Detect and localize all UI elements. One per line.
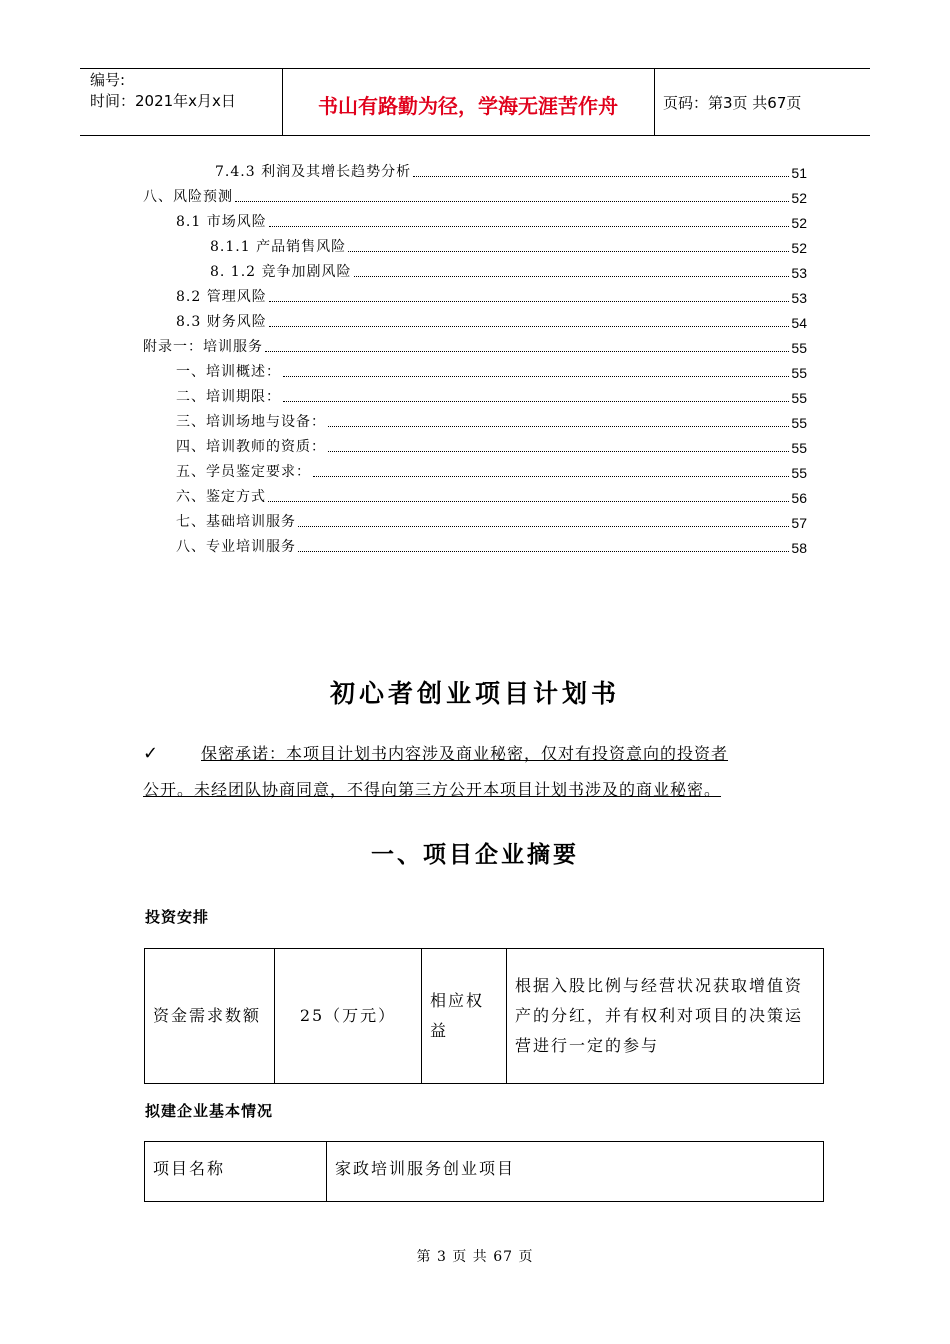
toc-entry[interactable] — [210, 234, 807, 256]
toc-leader — [269, 301, 790, 302]
header-divider — [654, 68, 655, 135]
toc-page-number: 55 — [791, 340, 807, 356]
toc-page-number: 52 — [791, 190, 807, 206]
toc-entry[interactable] — [176, 484, 807, 506]
toc-leader — [348, 251, 789, 252]
toc-entry[interactable] — [215, 159, 807, 181]
toc-page-number: 52 — [791, 215, 807, 231]
header-bottom-rule — [80, 135, 870, 136]
company-info-heading: 拟建企业基本情况 — [145, 1102, 274, 1120]
toc-entry-text: 三、培训场地与设备： — [176, 414, 326, 430]
toc-entry-text: 7.4.3 利润及其增长趋势分析 — [215, 164, 412, 180]
doc-date: 时间：2021年x月x日 — [90, 92, 236, 110]
confidentiality-line-1: 保密承诺：本项目计划书内容涉及商业秘密，仅对有投资意向的投资者 — [201, 744, 729, 763]
funding-label: 资金需求数额 — [145, 949, 275, 1084]
toc-page-number: 56 — [791, 490, 807, 506]
header-motto: 书山有路勤为径，学海无涯苦作舟 — [318, 94, 618, 118]
toc-entry-text: 四、培训教师的资质： — [176, 439, 326, 455]
toc-leader — [298, 551, 789, 552]
toc-entry-text: 附录一：培训服务 — [143, 339, 263, 355]
toc-entry-text: 8.1.1 产品销售风险 — [210, 239, 347, 255]
toc-entry[interactable] — [176, 384, 807, 406]
header-top-rule — [80, 68, 870, 69]
toc-page-number: 55 — [791, 415, 807, 431]
funding-amount: 25（万元） — [275, 949, 422, 1084]
checkmark-icon: ✓ — [143, 743, 160, 764]
toc-entry[interactable] — [176, 459, 807, 481]
toc-entry-text: 七、基础培训服务 — [176, 514, 296, 530]
toc-leader — [235, 201, 789, 202]
company-info-table — [144, 1141, 824, 1202]
rights-label: 相应权益 — [422, 949, 507, 1084]
toc-leader — [268, 501, 789, 502]
investment-heading: 投资安排 — [145, 908, 210, 926]
toc-entry-text: 8. 1.2 竞争加剧风险 — [210, 264, 352, 280]
toc-entry[interactable] — [143, 184, 807, 206]
header-meta — [90, 70, 236, 112]
toc-entry[interactable] — [143, 334, 807, 356]
toc-page-number: 55 — [791, 365, 807, 381]
investment-table — [144, 948, 824, 1084]
toc-page-number: 55 — [791, 465, 807, 481]
toc-entry[interactable] — [176, 434, 807, 456]
toc-entry-text: 八、风险预测 — [143, 189, 233, 205]
toc-leader — [265, 351, 789, 352]
toc-leader — [298, 526, 789, 527]
toc-page-number: 55 — [791, 440, 807, 456]
toc-page-number: 53 — [791, 265, 807, 281]
toc-leader — [269, 326, 790, 327]
toc-leader — [283, 376, 789, 377]
toc-entry-text: 8.3 财务风险 — [176, 314, 267, 330]
toc-entry-text: 六、鉴定方式 — [176, 489, 266, 505]
toc-page-number: 54 — [791, 315, 807, 331]
toc-leader — [313, 476, 789, 477]
section-title: 一、项目企业摘要 — [371, 841, 579, 868]
toc-entry-text: 8.1 市场风险 — [176, 214, 267, 230]
toc-page-number: 52 — [791, 240, 807, 256]
toc-page-number: 58 — [791, 540, 807, 556]
toc-page-number: 53 — [791, 290, 807, 306]
project-name-value: 家政培训服务创业项目 — [327, 1142, 824, 1202]
doc-number-label: 编号: — [90, 71, 126, 89]
toc-entry-text: 二、培训期限： — [176, 389, 281, 405]
toc-leader — [283, 401, 789, 402]
page-footer: 第 3 页 共 67 页 — [416, 1249, 534, 1265]
toc-entry[interactable] — [176, 359, 807, 381]
toc-entry[interactable] — [176, 284, 807, 306]
toc-entry[interactable] — [210, 259, 807, 281]
toc-entry-text: 8.2 管理风险 — [176, 289, 267, 305]
toc-leader — [269, 226, 790, 227]
toc-entry[interactable] — [176, 209, 807, 231]
toc-entry-text: 八、专业培训服务 — [176, 539, 296, 555]
header-page-info: 页码：第3页 共67页 — [663, 94, 802, 112]
toc-leader — [328, 426, 789, 427]
toc-entry[interactable] — [176, 509, 807, 531]
toc-leader — [413, 176, 789, 177]
toc-leader — [328, 451, 789, 452]
rights-description: 根据入股比例与经营状况获取增值资产的分红，并有权利对项目的决策运营进行一定的参与 — [507, 949, 824, 1084]
confidentiality-line-2: 公开。未经团队协商同意，不得向第三方公开本项目计划书涉及的商业秘密。 — [143, 780, 722, 799]
toc-page-number: 57 — [791, 515, 807, 531]
toc-page-number: 51 — [791, 165, 807, 181]
document-title: 初心者创业项目计划书 — [329, 679, 620, 708]
confidentiality-notice — [143, 736, 823, 808]
toc-entry[interactable] — [176, 409, 807, 431]
toc-entry[interactable] — [176, 534, 807, 556]
toc-entry-text: 五、学员鉴定要求： — [176, 464, 311, 480]
toc-entry[interactable] — [176, 309, 807, 331]
toc-page-number: 55 — [791, 390, 807, 406]
project-name-label: 项目名称 — [145, 1142, 327, 1202]
toc-leader — [354, 276, 790, 277]
toc-entry-text: 一、培训概述： — [176, 364, 281, 380]
